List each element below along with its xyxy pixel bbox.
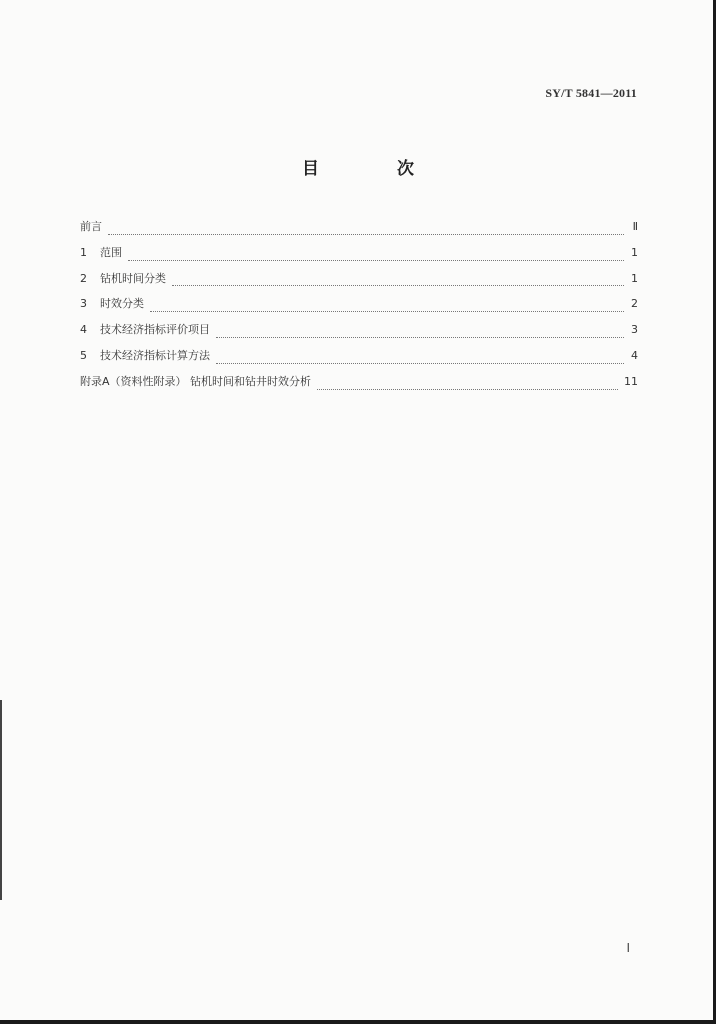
table-of-contents (80, 218, 638, 399)
toc-entry-scope[interactable] (80, 244, 638, 270)
toc-entry-number: 1 (80, 245, 87, 259)
toc-entry-rig-time-classification[interactable] (80, 270, 638, 296)
toc-leader-dots (317, 389, 618, 390)
toc-entry-label: 范围 (100, 245, 122, 259)
toc-entry-label: 附录A（资料性附录） 钻机时间和钻井时效分析 (80, 374, 312, 388)
toc-entry-number: 4 (80, 323, 87, 337)
toc-entry-page: 1 (631, 245, 638, 259)
toc-entry-label: 技术经济指标计算方法 (100, 348, 210, 362)
toc-title: 目 次 (302, 159, 450, 179)
toc-entry-page: 11 (624, 374, 638, 388)
toc-leader-dots (216, 363, 624, 364)
toc-leader-dots (108, 234, 624, 235)
toc-entry-number: 2 (80, 271, 87, 285)
toc-entry-number: 5 (80, 348, 87, 362)
toc-entry-page: 4 (631, 348, 638, 362)
standard-number: SY/T 5841—2011 (545, 86, 637, 100)
toc-entry-page: 3 (631, 323, 638, 337)
toc-entry-appendix-a[interactable] (80, 373, 638, 399)
toc-entry-label: 技术经济指标评价项目 (100, 323, 210, 337)
toc-entry-label: 前言 (80, 220, 102, 233)
toc-entry-preface[interactable] (80, 218, 638, 244)
scan-border-left (0, 700, 2, 900)
toc-entry-efficiency-classification[interactable] (80, 295, 638, 321)
toc-entry-evaluation-items[interactable] (80, 321, 638, 347)
toc-entry-page: 1 (631, 271, 638, 285)
toc-leader-dots (150, 311, 624, 312)
toc-entry-number: 3 (80, 297, 87, 311)
toc-entry-label: 钻机时间分类 (100, 271, 166, 285)
toc-entry-calculation-methods[interactable] (80, 347, 638, 373)
toc-leader-dots (172, 285, 624, 286)
page-number: Ⅰ (626, 941, 630, 955)
toc-entry-page: 2 (631, 297, 638, 311)
toc-entry-label: 时效分类 (100, 297, 144, 311)
toc-leader-dots (216, 337, 624, 338)
scan-border-bottom (0, 1020, 716, 1024)
toc-entry-page: Ⅱ (632, 220, 638, 233)
toc-leader-dots (128, 260, 624, 261)
